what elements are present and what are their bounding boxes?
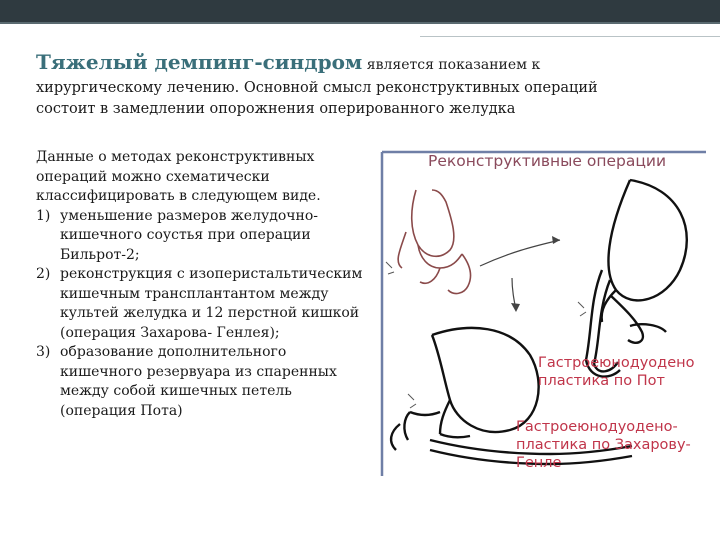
label-zakharov-line-3: Генле — [516, 455, 562, 471]
slide-title — [36, 50, 706, 74]
list-item — [36, 343, 366, 421]
method-intro: Данные о методах реконструктивных операций можно схематически классифицировать в следующем виде. — [36, 149, 321, 204]
list-text: реконструкция с изоперистальтическим кишечным трансплантантом между культей желудка и 12 перстной кишкой (операция Захарова- Генлея); — [60, 266, 363, 341]
list-text: уменьшение размеров желудочно-кишечного соустья при операции Бильрот-2; — [60, 207, 318, 263]
list-item — [36, 207, 366, 266]
arrow-right-head — [552, 236, 560, 244]
figure-title: Реконструктивные операции — [428, 152, 667, 170]
label-zakharov-line-2: пластика по Захарову- — [516, 437, 691, 453]
label-pot-line-1: Гастроеюнодуодено — [538, 355, 695, 371]
list-number: 3) — [36, 344, 51, 360]
slide-top-bar — [0, 0, 720, 22]
slide-top-bar-accent — [0, 22, 720, 24]
label-zakharov-line-1: Гастроеюнодуодено- — [516, 419, 678, 435]
method-list — [36, 207, 366, 422]
list-text: образование дополнительного кишечного резервуара из спаренных между собой кишечных петель (операция Пота) — [60, 344, 337, 419]
list-number: 1) — [36, 207, 51, 224]
arrow-right — [480, 240, 560, 266]
label-pot-line-2: пластика по Пот — [538, 373, 665, 389]
slide-subtitle-line-1: хирургическому лечению. Основной смысл реконструктивных операций — [36, 80, 598, 96]
list-number: 2) — [36, 266, 51, 282]
label-pot-operation — [538, 354, 694, 390]
method-list-column — [36, 148, 366, 421]
slide-title-bold: Тяжелый демпинг-синдром — [36, 50, 363, 74]
arrow-down-head — [511, 303, 520, 312]
slide-title-rest: является показанием к — [362, 57, 541, 73]
label-zakharov-operation — [516, 418, 691, 472]
slide-divider-line — [420, 36, 720, 37]
stomach-pot-drawing — [586, 180, 687, 377]
slide-subtitle-line-2: состоит в замедлении опорожнения оперированного желудка — [36, 101, 516, 117]
small-stomach-drawing — [398, 190, 470, 293]
list-item — [36, 265, 366, 343]
